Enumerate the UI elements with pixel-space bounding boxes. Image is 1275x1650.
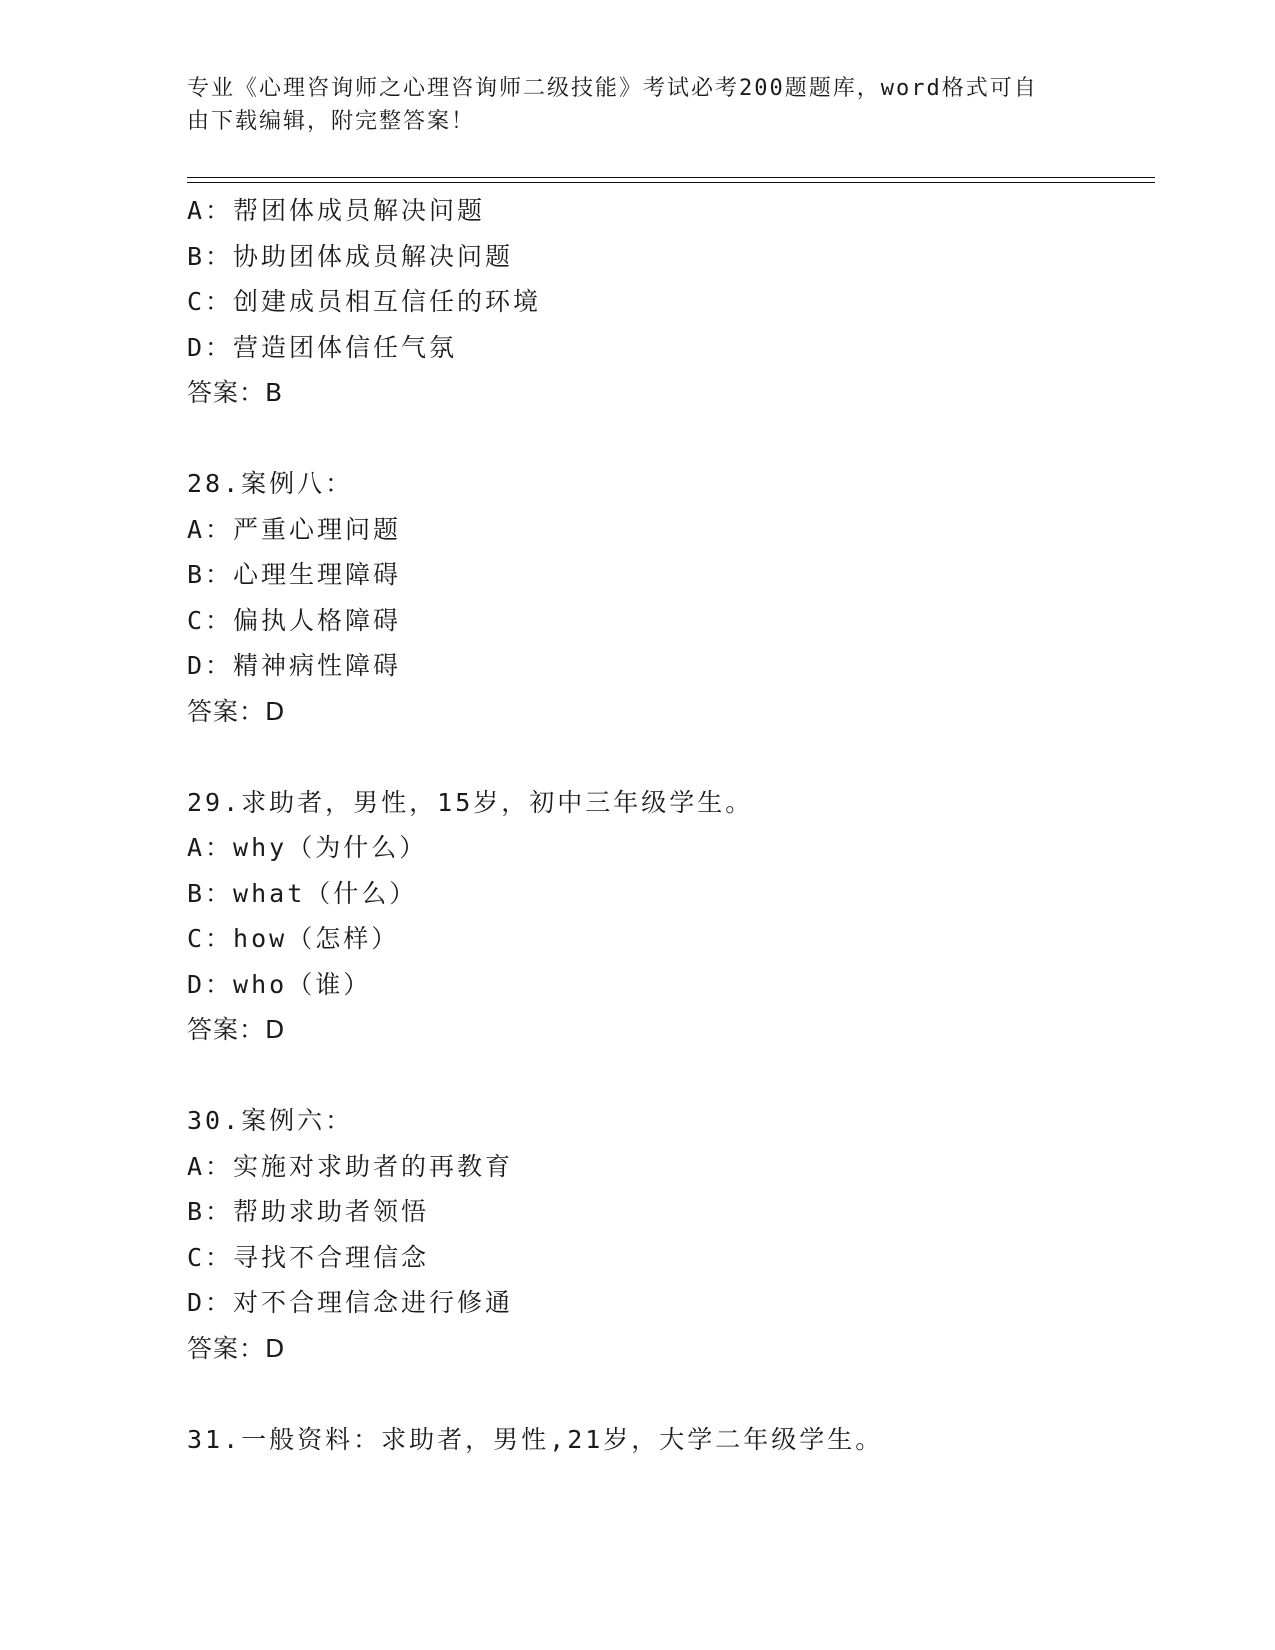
question-stem: 28.案例八： — [187, 469, 354, 498]
header-line-1: 专业《心理咨询师之心理咨询师二级技能》考试必考200题题库，word格式可自 — [187, 76, 1038, 101]
spacer — [187, 734, 1155, 780]
header-line-2: 由下载编辑，附完整答案！ — [187, 109, 476, 134]
spacer — [187, 1053, 1155, 1099]
header-divider-top — [187, 177, 1155, 178]
question-stem: 31.一般资料：求助者，男性,21岁，大学二年级学生。 — [187, 1424, 884, 1454]
question-stem: 30.案例六： — [187, 1106, 354, 1135]
option-d: D：营造团体信任气氛 — [187, 332, 458, 362]
option-d: D：精神病性障碍 — [187, 651, 402, 680]
spacer — [187, 1371, 1155, 1417]
question-29 — [187, 780, 1155, 1053]
option-a: A：实施对求助者的再教育 — [187, 1151, 514, 1181]
option-b: B：what（什么） — [187, 878, 418, 908]
document-header — [187, 72, 1067, 138]
option-c: C：偏执人格障碍 — [187, 605, 402, 635]
option-b: B：帮助求助者领悟 — [187, 1197, 430, 1226]
option-a: A：帮团体成员解决问题 — [187, 196, 486, 225]
answer-line: 答案：D — [187, 1015, 286, 1044]
question-stem: 29.求助者，男性，15岁，初中三年级学生。 — [187, 787, 754, 817]
option-c: C：how（怎样） — [187, 924, 400, 953]
option-c: C：创建成员相互信任的环境 — [187, 287, 542, 316]
answer-line: 答案：D — [187, 1333, 286, 1363]
question-list — [187, 188, 1155, 1462]
question-30 — [187, 1098, 1155, 1371]
spacer — [187, 416, 1155, 462]
question-27-continued — [187, 188, 1155, 416]
option-d: D：who（谁） — [187, 969, 372, 999]
answer-line: 答案：B — [187, 378, 284, 407]
answer-line: 答案：D — [187, 696, 286, 726]
question-28 — [187, 461, 1155, 734]
option-c: C：寻找不合理信念 — [187, 1242, 430, 1272]
option-b: B：协助团体成员解决问题 — [187, 241, 514, 271]
question-31 — [187, 1417, 1155, 1463]
option-a: A：why（为什么） — [187, 833, 428, 862]
header-divider-bottom — [187, 182, 1155, 183]
option-a: A：严重心理问题 — [187, 514, 402, 544]
option-d: D：对不合理信念进行修通 — [187, 1288, 514, 1317]
option-b: B：心理生理障碍 — [187, 560, 402, 589]
